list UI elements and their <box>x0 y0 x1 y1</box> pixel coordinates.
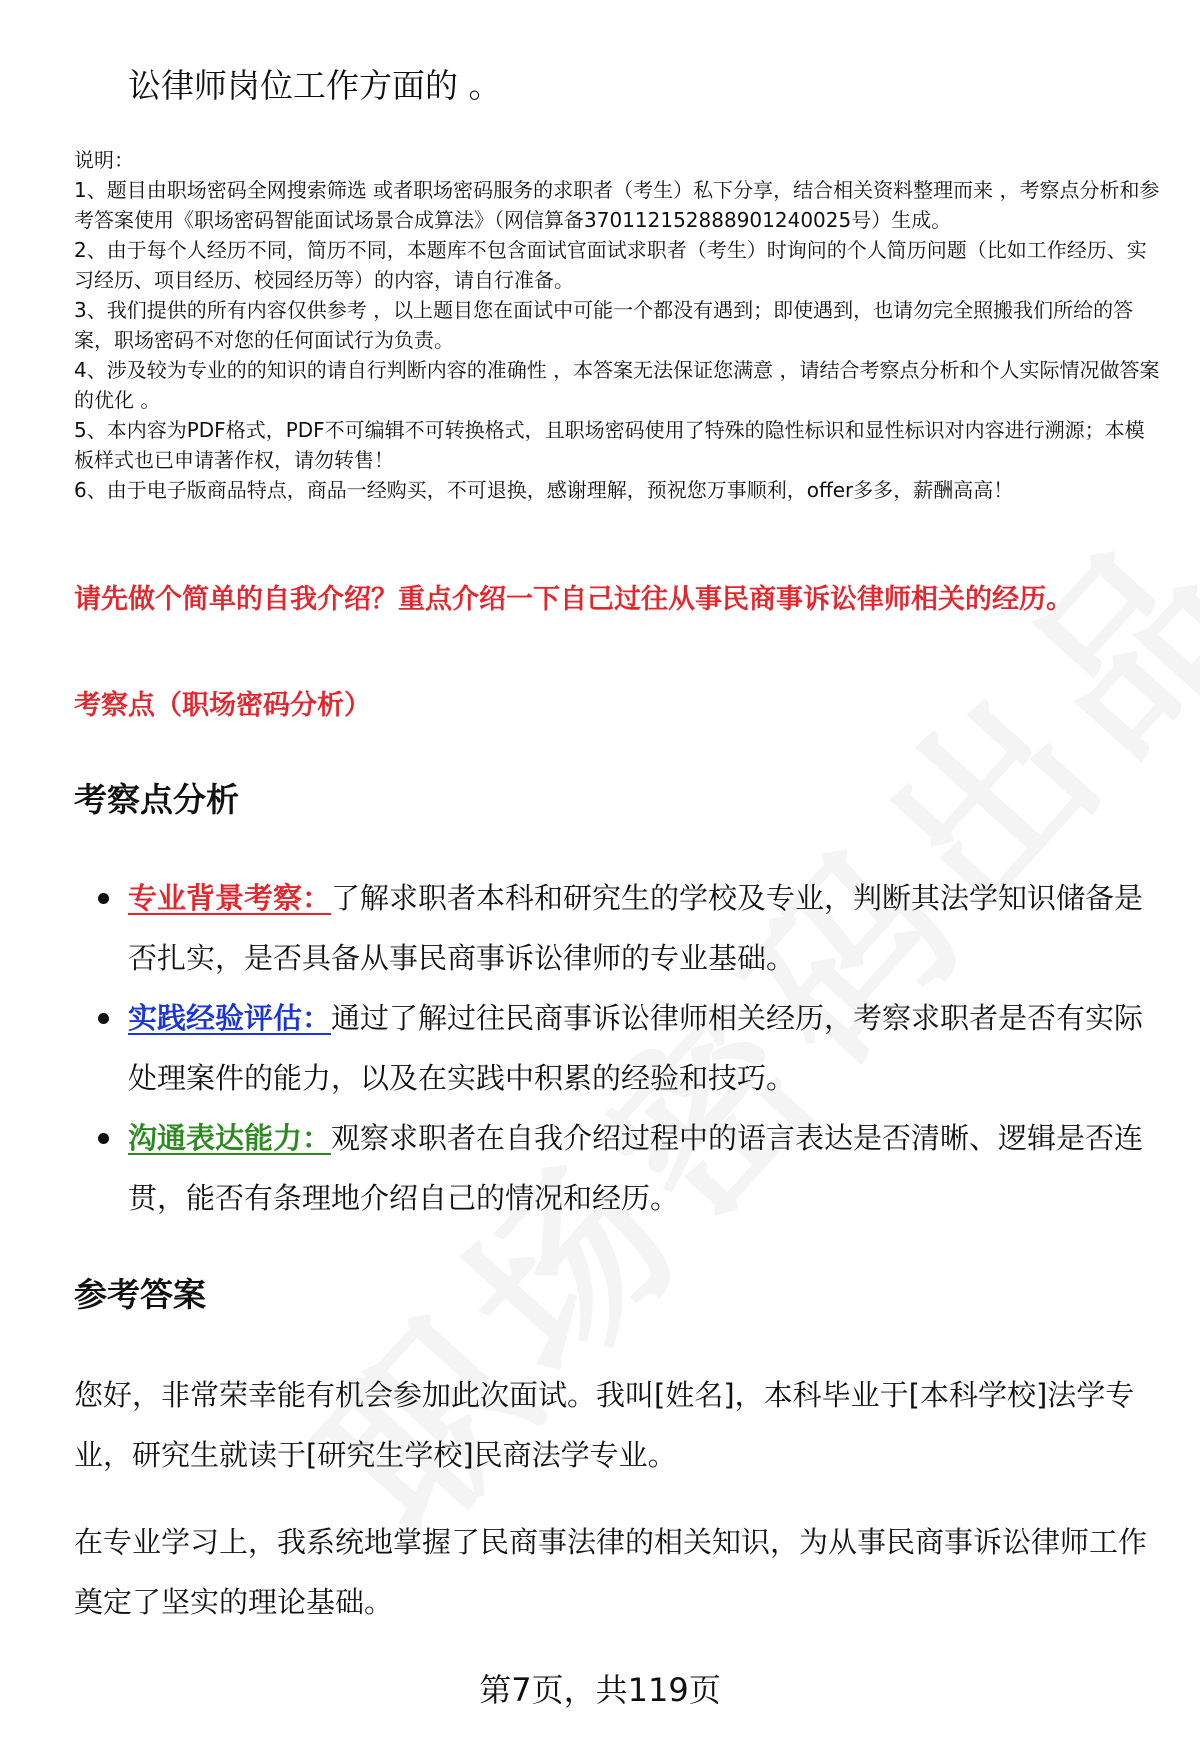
notes-heading: 说明： <box>74 148 134 172</box>
note-item: 3、我们提供的所有内容仅供参考 ，以上题目您在面试中可能一个都没有遇到；即使遇到，也请勿完全照搬我们所给的答案，职场密码不对您的任何面试行为负责。 <box>74 298 1134 352</box>
note-item: 6、由于电子版商品特点，商品一经购买，不可退换，感谢理解，预祝您万事顺利，offer多多，薪酬高高！ <box>74 478 1014 502</box>
continued-question-text: 讼律师岗位工作方面的 。 <box>128 66 502 105</box>
note-item: 2、由于每个人经历不同，简历不同，本题库不包含面试官面试求职者（考生）时询问的个人简历问题（比如工作经历、实习经历、项目经历、校园经历等）的内容，请自行准备。 <box>74 238 1147 292</box>
analysis-term: 实践经验评估： <box>128 1001 332 1035</box>
notes-section <box>74 145 1164 505</box>
bullet-dot-icon <box>98 893 109 904</box>
bullet-dot-icon <box>98 1013 109 1024</box>
note-item: 4、涉及较为专业的的知识的请自行判断内容的准确性 ，本答案无法保证您满意 ，请结合考察点分析和个人实际情况做答案的优化 。 <box>74 358 1160 412</box>
answer-paragraph: 您好，非常荣幸能有机会参加此次面试。我叫[姓名]，本科毕业于[本科学校]法学专业，研究生就读于[研究生学校]民商法学专业。 <box>74 1378 1135 1472</box>
analysis-list <box>74 868 1154 1228</box>
points-label: 考察点（职场密码分析） <box>74 690 371 721</box>
bullet-dot-icon <box>98 1133 109 1144</box>
page-indicator: 第7页，共119页 <box>479 1671 721 1709</box>
analysis-item <box>74 988 1154 1108</box>
interview-question: 请先做个简单的自我介绍？重点介绍一下自己过往从事民商事诉讼律师相关的经历。 <box>74 584 1073 615</box>
note-item: 5、本内容为PDF格式，PDF不可编辑不可转换格式，且职场密码使用了特殊的隐性标识和显性标识对内容进行溯源；本模板样式也已申请著作权，请勿转售！ <box>74 418 1145 472</box>
answer-paragraph: 在专业学习上，我系统地掌握了民商事法律的相关知识，为从事民商事诉讼律师工作奠定了坚实的理论基础。 <box>74 1525 1148 1619</box>
analysis-term: 沟通表达能力： <box>128 1121 332 1155</box>
analysis-item <box>74 868 1154 988</box>
answer-heading: 参考答案 <box>74 1275 206 1314</box>
analysis-term: 专业背景考察： <box>128 881 332 915</box>
analysis-heading: 考察点分析 <box>74 780 239 819</box>
analysis-text: 了解求职者本科和研究生的学校及专业，判断其法学知识储备是否扎实，是否具备从事民商事诉讼律师的专业基础。 <box>128 881 1144 975</box>
analysis-text: 通过了解过往民商事诉讼律师相关经历，考察求职者是否有实际处理案件的能力，以及在实践中积累的经验和技巧。 <box>128 1001 1144 1095</box>
analysis-text: 观察求职者在自我介绍过程中的语言表达是否清晰、逻辑是否连贯，能否有条理地介绍自己的情况和经历。 <box>128 1121 1144 1215</box>
analysis-item <box>74 1108 1154 1228</box>
note-item: 1、题目由职场密码全网搜索筛选 或者职场密码服务的求职者（考生）私下分享，结合相关资料整理而来 ，考察点分析和参考答案使用《职场密码智能面试场景合成算法》（网信算备370112152888901240025号）生成。 <box>74 178 1160 232</box>
